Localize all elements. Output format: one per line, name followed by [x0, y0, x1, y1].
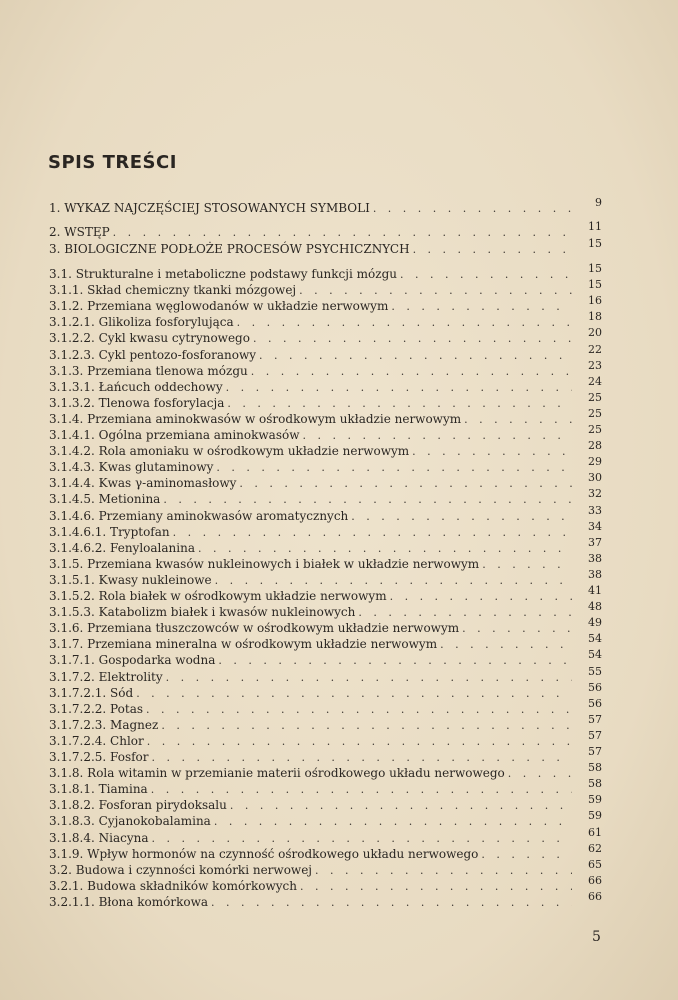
toc-entry: [49, 423, 602, 443]
toc-entry-page: 28: [588, 439, 602, 453]
toc-entry-title: 3.1.8.3. Cyjanokobalamina: [49, 814, 211, 829]
toc-entry-title: 3.1.3.2. Tlenowa fosforylacja: [49, 395, 225, 410]
dot-leader: [302, 428, 572, 444]
dot-leader: [413, 242, 572, 258]
toc-entry-page: 29: [588, 455, 602, 469]
toc-entry-title: 3.1.8.4. Niacyna: [49, 830, 149, 845]
toc-entry-title: 3.1.7.2.4. Chlor: [49, 733, 144, 748]
toc-entry: [49, 310, 602, 330]
toc-entry: [49, 777, 602, 797]
dot-leader: [351, 509, 572, 525]
dot-leader: [166, 670, 572, 686]
toc-entry-page: 37: [588, 535, 602, 549]
toc-entry-title: 3.1.7. Przemiana mineralna w ośrodkowym układzie nerwowym: [49, 637, 438, 652]
toc-entry: [49, 809, 602, 829]
toc-entry: [49, 342, 602, 363]
toc-entry-title: 3.1.2.2. Cykl kwasu cytrynowego: [49, 331, 250, 346]
toc-entry: [49, 406, 602, 427]
toc-entry-page: 9: [595, 196, 602, 209]
dot-leader: [173, 525, 572, 541]
toc-entry-page: 57: [588, 712, 602, 726]
toc-entry-title: 3.2.1.1. Błona komórkowa: [49, 894, 208, 909]
dot-leader: [259, 348, 572, 364]
toc-entry: [49, 873, 602, 894]
dot-leader: [462, 621, 572, 637]
toc-entry: [49, 196, 602, 216]
dot-leader: [373, 201, 572, 217]
toc-entry-page: 62: [588, 841, 602, 855]
toc-entry-title: 3.1.5.3. Katabolizm białek i kwasów nukleinowych: [49, 605, 356, 620]
dot-leader: [440, 637, 572, 653]
toc-entry-title: 3.1.7.1. Gospodarka wodna: [49, 653, 216, 668]
toc-entry-title: 3.1.4.4. Kwas γ-aminomasłowy: [49, 476, 237, 491]
toc-entry-page: 66: [588, 873, 602, 887]
toc-entry: [49, 632, 602, 652]
dot-leader: [391, 299, 572, 315]
toc-entry: [49, 680, 602, 701]
dot-leader: [215, 573, 572, 589]
dot-leader: [299, 283, 572, 299]
dot-leader: [508, 766, 572, 782]
dot-leader: [300, 879, 572, 895]
toc-entry: [49, 439, 602, 459]
toc-entry: [49, 584, 602, 604]
toc-entry-page: 15: [588, 237, 602, 250]
toc-entry: [49, 535, 602, 556]
toc-entry-title: 3.1.4.1. Ogólna przemiana aminokwasów: [49, 428, 300, 442]
toc-entry-title: 3.1. Strukturalne i metaboliczne podstawy funkcji mózgu: [49, 267, 397, 281]
dot-leader: [358, 605, 572, 621]
toc-entry-page: 54: [588, 632, 602, 646]
toc-entry-title: 3.1.7.2.2. Potas: [49, 701, 144, 716]
toc-entry-title: 3.1.5. Przemiana kwasów nukleinowych i białek w układzie nerwowym: [49, 556, 480, 571]
toc-entry: [49, 712, 602, 733]
toc-entry-page: 34: [588, 519, 602, 533]
toc-entry-title: 3.1.2.3. Cykl pentozo-fosforanowy: [49, 347, 257, 362]
toc-entry-title: 3.1.5.1. Kwasy nukleinowe: [49, 572, 212, 587]
toc-entry-page: 66: [588, 889, 602, 903]
toc-entry-page: 59: [588, 793, 602, 807]
toc-entry-page: 20: [588, 326, 602, 340]
toc-entry-page: 24: [588, 374, 602, 388]
toc-entry-page: 15: [588, 278, 602, 292]
toc-entry-title: 3.1.2.1. Glikoliza fosforylująca: [49, 315, 234, 330]
toc-entry: [49, 471, 602, 491]
toc-entry-page: 58: [588, 777, 602, 791]
toc-entry-title: 3.1.4.6.1. Tryptofan: [49, 524, 170, 539]
toc-entry: [49, 294, 602, 314]
toc-entry-title: 3.1.7.2.3. Magnez: [49, 717, 159, 732]
toc-entry-title: 3.1.7.2. Elektrolity: [49, 669, 163, 684]
toc-entry: [49, 616, 602, 636]
toc-entry-page: 32: [588, 487, 602, 501]
toc-entry-title: 3.1.8.2. Fosforan pirydoksalu: [49, 798, 227, 813]
toc-entry-title: 3.1.4. Przemiana aminokwasów w ośrodkowym układzie nerwowym: [49, 411, 462, 426]
dot-leader: [412, 444, 572, 460]
toc-entry-title: 3.1.8. Rola witamin w przemianie materii ośrodkowego układu nerwowego: [49, 766, 505, 781]
toc-entry: [49, 262, 602, 282]
dot-leader: [113, 225, 572, 241]
toc-entry: [49, 455, 602, 475]
toc-entry-title: 2. WSTĘP: [49, 225, 110, 239]
dot-leader: [198, 541, 572, 557]
toc-entry: [49, 374, 602, 395]
toc-entry-page: 61: [588, 825, 602, 839]
dot-leader: [147, 734, 572, 750]
toc-entry: [49, 220, 602, 240]
dot-leader: [146, 702, 572, 718]
dot-leader: [400, 267, 572, 283]
toc-entry-title: 3.1.7.2.5. Fosfor: [49, 750, 149, 764]
toc-entry: [49, 519, 602, 540]
toc-entry: [49, 728, 602, 749]
toc-entry-title: 3.1.5.2. Rola białek w ośrodkowym układzie nerwowym: [49, 589, 387, 603]
toc-entry: [49, 648, 602, 668]
toc-entry-title: 3.2. Budowa i czynności komórki nerwowej: [49, 862, 313, 877]
toc-entry-page: 23: [588, 358, 602, 372]
toc-entry-title: 3.1.1. Skład chemiczny tkanki mózgowej: [49, 283, 297, 298]
dot-leader: [151, 782, 572, 798]
toc-entry-page: 22: [588, 342, 602, 356]
dot-leader: [464, 412, 572, 428]
toc-entry-title: 3.1.3.1. Łańcuch oddechowy: [49, 379, 223, 394]
dot-leader: [161, 718, 572, 734]
dot-leader: [214, 814, 572, 830]
toc-entry-page: 57: [588, 745, 602, 758]
toc-entry-page: 30: [588, 471, 602, 485]
dot-leader: [230, 798, 572, 814]
toc-entry-page: 56: [588, 696, 602, 710]
toc-entry-title: 3.1.4.6. Przemiany aminokwasów aromatycznych: [49, 508, 349, 523]
toc-entry-title: 3.1.3. Przemiana tlenowa mózgu: [49, 363, 248, 378]
toc-entry: [49, 889, 602, 910]
toc-entry: [49, 567, 602, 588]
dot-leader: [136, 686, 572, 702]
toc-entry-title: 3. BIOLOGICZNE PODŁOŻE PROCESÓW PSYCHICZNYCH: [49, 242, 410, 256]
toc-entry-title: 3.1.7.2.1. Sód: [49, 685, 134, 700]
toc-entry-page: 65: [588, 857, 602, 871]
toc-entry: [49, 503, 602, 524]
toc-entry: [49, 793, 602, 813]
dot-leader: [152, 831, 573, 847]
toc-entry-page: 38: [588, 551, 602, 565]
toc-entry-page: 48: [588, 600, 602, 614]
page-title: SPIS TREŚCI: [48, 152, 177, 173]
toc-entry: [49, 664, 602, 685]
toc-entry: [49, 825, 602, 846]
toc-entry: [49, 326, 602, 346]
toc-entry: [49, 551, 602, 572]
toc-entry-title: 3.1.4.6.2. Fenyloalanina: [49, 540, 195, 555]
toc-entry: [49, 841, 602, 862]
toc-entry-title: 3.1.6. Przemiana tłuszczowców w ośrodkowym układzie nerwowym: [49, 621, 460, 636]
toc-entry-page: 33: [588, 503, 602, 517]
toc-entry-title: 3.1.8.1. Tiamina: [49, 782, 148, 797]
toc-entry-page: 18: [588, 310, 602, 324]
toc-entry-page: 25: [588, 423, 602, 436]
dot-leader: [239, 476, 572, 492]
toc-entry: [49, 696, 602, 717]
toc-entry-page: 55: [588, 664, 602, 678]
toc-entry: [49, 600, 602, 620]
toc-entry: [49, 278, 602, 298]
toc-entry: [49, 487, 602, 507]
toc-entry-page: 11: [588, 220, 602, 233]
dot-leader: [482, 557, 572, 573]
toc-entry-title: 3.1.9. Wpływ hormonów na czynność ośrodkowego układu nerwowego: [49, 846, 479, 861]
toc-entry-page: 59: [588, 809, 602, 823]
toc-entry-page: 15: [588, 262, 602, 275]
toc-entry-page: 54: [588, 648, 602, 662]
toc-entry: [49, 237, 602, 257]
dot-leader: [251, 364, 572, 380]
toc-entry-page: 57: [588, 728, 602, 742]
dot-leader: [211, 895, 572, 911]
toc-entry: [49, 761, 602, 781]
dot-leader: [163, 492, 572, 508]
dot-leader: [218, 653, 572, 669]
dot-leader: [226, 380, 572, 396]
dot-leader: [390, 589, 572, 605]
toc-entry-page: 38: [588, 567, 602, 581]
toc-entry-title: 3.1.2. Przemiana węglowodanów w układzie nerwowym: [49, 299, 389, 314]
toc-entry-page: 25: [588, 406, 602, 420]
toc-entry-title: 3.2.1. Budowa składników komórkowych: [49, 878, 297, 893]
dot-leader: [237, 315, 572, 331]
toc-entry-page: 58: [588, 761, 602, 775]
toc-entry-page: 41: [588, 584, 602, 597]
dot-leader: [216, 460, 572, 476]
dot-leader: [481, 847, 572, 863]
dot-leader: [315, 863, 572, 879]
toc-entry-title: 3.1.4.5. Metionina: [49, 492, 161, 507]
dot-leader: [152, 750, 572, 766]
toc-entry: [49, 857, 602, 878]
toc-entry-page: 16: [588, 294, 602, 308]
toc-entry-title: 3.1.4.2. Rola amoniaku w ośrodkowym układzie nerwowym: [49, 444, 410, 459]
toc-entry: [49, 745, 602, 765]
toc-entry-page: 49: [588, 616, 602, 630]
toc-entry: [49, 358, 602, 379]
toc-entry-title: 3.1.4.3. Kwas glutaminowy: [49, 460, 214, 475]
toc-entry: [49, 390, 602, 411]
dot-leader: [227, 396, 572, 412]
dot-leader: [253, 331, 572, 347]
toc-entry-title: 1. WYKAZ NAJCZĘŚCIEJ STOSOWANYCH SYMBOLI: [49, 201, 370, 215]
toc-entry-page: 56: [588, 680, 602, 694]
toc-entry-page: 25: [588, 390, 602, 404]
page-number: 5: [592, 929, 601, 945]
